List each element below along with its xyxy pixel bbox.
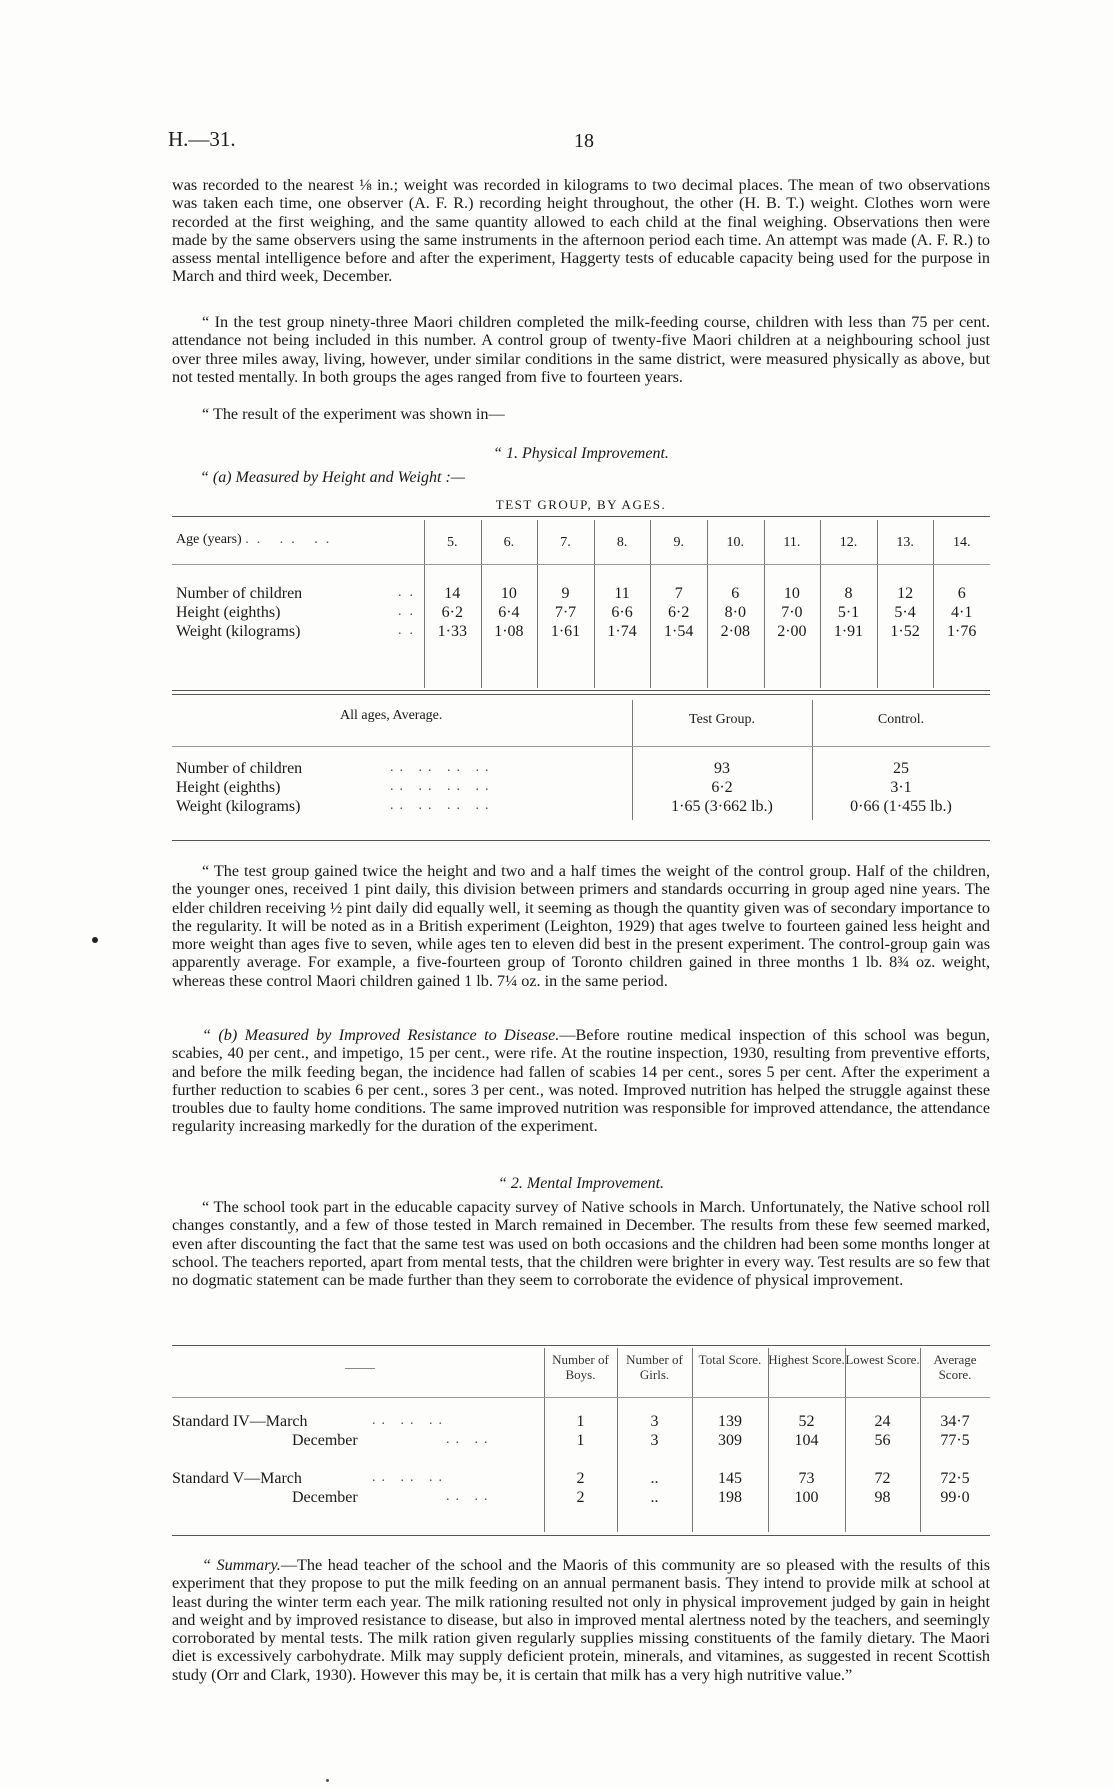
table3-cell: 139 <box>718 1413 742 1430</box>
table1-cell: 2·00 <box>777 623 807 640</box>
paragraph-analysis: “ The test group gained twice the height and two and a half times the weight of the control group. Half of the children, the younger ones, received 1 pint daily, this division between primers and standards occurring in group aged nine years. The elder children receiving ½ pint daily did equally well, it seeming as though the quantity given was of secondary importance to the regularity. It will be noted as in a British experiment (Leighton, 1929) that ages twelve to fourteen gained less height and more weight than ages five to seven, while ages ten to eleven did best in the present experiment. The control-group gain was apparently average. For example, a five-fourteen group of Toronto children gained in three months 1 lb. 8¾ oz. weight, whereas these control Maori children gained 1 lb. 7¼ oz. in the same period. <box>172 862 990 990</box>
table2-top-rule <box>172 694 990 695</box>
table1-age-header: 8. <box>616 535 628 550</box>
table3-row-label: December <box>292 1432 358 1449</box>
table3-cell: 198 <box>718 1489 742 1506</box>
table1-cell: 1·74 <box>607 623 637 640</box>
table1-row-label: Height (eighths) <box>176 604 281 621</box>
table1-age-header: 7. <box>560 535 571 550</box>
table3-cell: 2 <box>576 1489 585 1506</box>
table1-row-label: Weight (kilograms) <box>176 623 301 640</box>
table1-cell: 1·08 <box>494 623 524 640</box>
paragraph-disease-resistance: “ (b) Measured by Improved Resistance to Disease.—Before routine medical inspection of this school was begun, scabies, 40 per cent., and impetigo, 15 per cent., were rife. At the routine inspection, 1930, resulting from preventive efforts, and before the milk feeding began, the incidence had fallen of scabies 14 per cent., sores 5 per cent. After the experiment a further reduction to scabies 6 per cent., sores 3 per cent., was noted. Improved nutrition has helped the struggle against these troubles due to faulty home conditions. The same improved nutrition was responsible for improved attendance, the attendance regularity increasing markedly for the duration of the experiment. <box>172 1026 990 1136</box>
table3-bottom-rule <box>172 1535 990 1536</box>
leader-dots: .. .. .. .. <box>390 760 495 775</box>
leader-dots: .. .. <box>446 1432 494 1447</box>
table3-cell: 100 <box>794 1489 819 1506</box>
table3-cell: 99·0 <box>940 1489 970 1506</box>
table2-row-label: Height (eighths) <box>176 779 281 796</box>
table3-column-header: Total Score. <box>698 1352 762 1367</box>
table1-age-header: 5. <box>447 535 458 550</box>
table2-test-value: 6·2 <box>711 779 733 796</box>
table3-cell: 73 <box>798 1470 815 1487</box>
table3-cell: 34·7 <box>940 1413 970 1430</box>
table1-cell: 12 <box>897 585 914 602</box>
paragraph-result-intro: “ The result of the experiment was shown in— <box>202 405 505 423</box>
table3-cell: 56 <box>874 1432 891 1449</box>
table1-cell: 11 <box>614 585 630 602</box>
table1-caption: TEST GROUP, BY AGES. <box>495 497 667 512</box>
table2-row-label: Number of children <box>176 760 303 777</box>
leader-dots: .. .. .. .. <box>390 798 495 813</box>
paragraph-methods: was recorded to the nearest ⅛ in.; weight was recorded in kilograms to two decimal places. The mean of two observations was taken each time, one observer (A. F. R.) recording height throughout, the other (H. B. T.) weight. Clothes worn were recorded at the first weighing, and the same quantity allowed to each child at the final weighing. Observations then were made by the same observers using the same instruments in the afternoon period each time. An attempt was made (A. F. R.) to assess mental intelligence before and after the experiment, Haggerty tests of educable capacity being used for the purpose in March and third week, December. <box>172 176 990 286</box>
table1-cell: 6·2 <box>668 604 690 621</box>
page-number: 18 <box>574 130 594 152</box>
table1-cell: 7·7 <box>554 604 577 621</box>
margin-mark <box>92 937 98 943</box>
table3-column-header: Highest Score. <box>768 1352 845 1367</box>
table3-column-header: Average Score. <box>933 1352 977 1382</box>
table1-cell: 10 <box>500 585 517 602</box>
table1-cell: 1·54 <box>664 623 694 640</box>
table1-cell: 1·52 <box>890 623 920 640</box>
table1-cell: 6 <box>957 585 966 602</box>
table1-cell: 14 <box>444 585 461 602</box>
table2-control-value: 3·1 <box>890 779 912 796</box>
table3-cell: 98 <box>874 1489 891 1506</box>
table3-cell: 77·5 <box>940 1432 970 1449</box>
table1-cell: 7·0 <box>781 604 803 621</box>
table3-cell: 72 <box>874 1470 891 1487</box>
table1-cell: 4·1 <box>951 604 973 621</box>
table2-test-head: Test Group. <box>689 712 755 727</box>
table3-header-rule <box>172 1397 990 1398</box>
table3-cell: 3 <box>650 1413 659 1430</box>
table1-cell: 5·4 <box>894 604 916 621</box>
leader-dots: .. <box>398 604 421 619</box>
table1-age-header: 6. <box>503 535 515 550</box>
table3-row-label: Standard IV—March <box>172 1413 308 1430</box>
table1-cell: 1·33 <box>437 623 467 640</box>
table1-cell: 2·08 <box>720 623 750 640</box>
table3-cell: 1 <box>576 1413 585 1430</box>
heading-physical-improvement: “ 1. Physical Improvement. <box>493 445 669 462</box>
table1-cell: 10 <box>783 585 800 602</box>
leader-dots: .. .. .. .. <box>390 779 495 794</box>
table1-header-rule <box>172 564 990 565</box>
table1-top-rule <box>172 516 990 517</box>
leader-dots: .. .. <box>446 1489 494 1504</box>
table3-cell: 52 <box>798 1413 815 1430</box>
table2-control-value: 25 <box>893 760 909 777</box>
heading-mental-improvement: “ 2. Mental Improvement. <box>497 1175 665 1192</box>
table3-cell: 24 <box>874 1413 891 1430</box>
table2-header-rule <box>172 746 990 747</box>
table1-cell: 7 <box>674 585 683 602</box>
table1-cell: 9 <box>561 585 570 602</box>
table2-control-value: 0·66 (1·455 lb.) <box>850 798 952 815</box>
table2-col-head: All ages, Average. <box>340 708 443 723</box>
table3-cell: 145 <box>718 1470 742 1487</box>
table1-cell: 6·6 <box>611 604 633 621</box>
table2-test-value: 93 <box>714 760 730 777</box>
paragraph-summary: “ Summary.—The head teacher of the school and the Maoris of this community are so pleased with the results of this experiment that they propose to put the milk feeding on an annual permanent basis. They intend to provide milk at school at least during the winter term each year. The milk rationing resulted not only in physical improvement judged by gain in height and weight and by improved resistance to disease, but also in improved mental alertness noted by the teachers, and seemingly corroborated by mental tests. The milk ration given regularly supplies missing constituents of the family dietary. The Maori diet is excessively carbohydrate. Milk may supply deficient protein, minerals, and vitamines, as suggested in recent Scottish study (Orr and Clark, 1930). However this may be, it is certain that milk has a very high nutritive value.” <box>172 1556 990 1684</box>
table1-cell: 6·2 <box>441 604 463 621</box>
table3-row-label: December <box>292 1489 358 1506</box>
table3-stub-dash <box>345 1368 375 1369</box>
table3-cell: 3 <box>650 1432 659 1449</box>
table1-cell: 6·4 <box>498 604 520 621</box>
table1-age-header: 12. <box>839 535 858 550</box>
table3-cell: 2 <box>576 1470 585 1487</box>
table2-row-label: Weight (kilograms) <box>176 798 301 815</box>
table1-age-label: Age (years) .. .. .. <box>176 532 338 547</box>
leader-dots: .. <box>398 623 421 638</box>
document-reference: H.—31. <box>168 127 236 151</box>
table1-row-label: Number of children <box>176 585 303 602</box>
table3-column-header: Lowest Score. <box>845 1352 920 1367</box>
table3-cell: 309 <box>718 1432 742 1449</box>
table2-test-value: 1·65 (3·662 lb.) <box>671 798 773 815</box>
table1-cell: 6 <box>731 585 740 602</box>
subheading-height-weight: “ (a) Measured by Height and Weight :— <box>200 469 465 486</box>
table1-cell: 1·76 <box>947 623 977 640</box>
table2-bottom-rule <box>172 840 990 841</box>
table1-cell: 5·1 <box>837 604 860 621</box>
table3-column-header: Number of Girls. <box>626 1352 683 1382</box>
paragraph-mental: “ The school took part in the educable capacity survey of Native schools in March. Unfortunately, the Native school roll changes constantly, and a few of those tested in March remained in December. The results from these few seemed marked, even after discounting the fact that the same test was used on both occasions and the children had been some months longer at school. The teachers reported, apart from mental tests, that the children were brighter in every way. Test results are so few that no dogmatic statement can be made further than they seem to corroborate the evidence of physical improvement. <box>172 1198 990 1290</box>
table2-control-head: Control. <box>877 712 925 727</box>
table3-top-rule <box>172 1345 990 1346</box>
table3-cell: 1 <box>576 1432 585 1449</box>
table1-age-header: 10. <box>726 535 745 550</box>
table3-column-header: Number of Boys. <box>552 1352 609 1382</box>
table1-cell: 1·91 <box>833 623 864 640</box>
table3-cell: 72·5 <box>940 1470 970 1487</box>
leader-dots: .. <box>398 585 421 600</box>
table1-age-header: 13. <box>896 535 914 550</box>
page-speck <box>326 1779 329 1782</box>
leader-dots: .. .. .. <box>372 1413 448 1428</box>
paragraph-test-group: “ In the test group ninety-three Maori children completed the milk-feeding course, children with less than 75 per cent. attendance not being included in this number. A control group of twenty-five Maori children at a neighbouring school just over three miles away, living, however, under similar conditions in the same district, were measured physically as above, but not tested mentally. In both groups the ages ranged from five to fourteen years. <box>172 313 990 386</box>
table1-age-header: 14. <box>952 535 971 550</box>
table3-cell: .. <box>650 1470 659 1487</box>
table1-age-header: 11. <box>783 535 801 550</box>
leader-dots: .. .. .. <box>372 1470 448 1485</box>
table1-bottom-rule <box>172 690 990 691</box>
table3-cell: 104 <box>794 1432 819 1449</box>
table1-cell: 8 <box>844 585 853 602</box>
table1-cell: 1·61 <box>550 623 581 640</box>
table1-age-header: 9. <box>673 535 684 550</box>
table1-cell: 8·0 <box>724 604 746 621</box>
table3-row-label: Standard V—March <box>172 1470 302 1487</box>
table3-cell: .. <box>650 1489 659 1506</box>
